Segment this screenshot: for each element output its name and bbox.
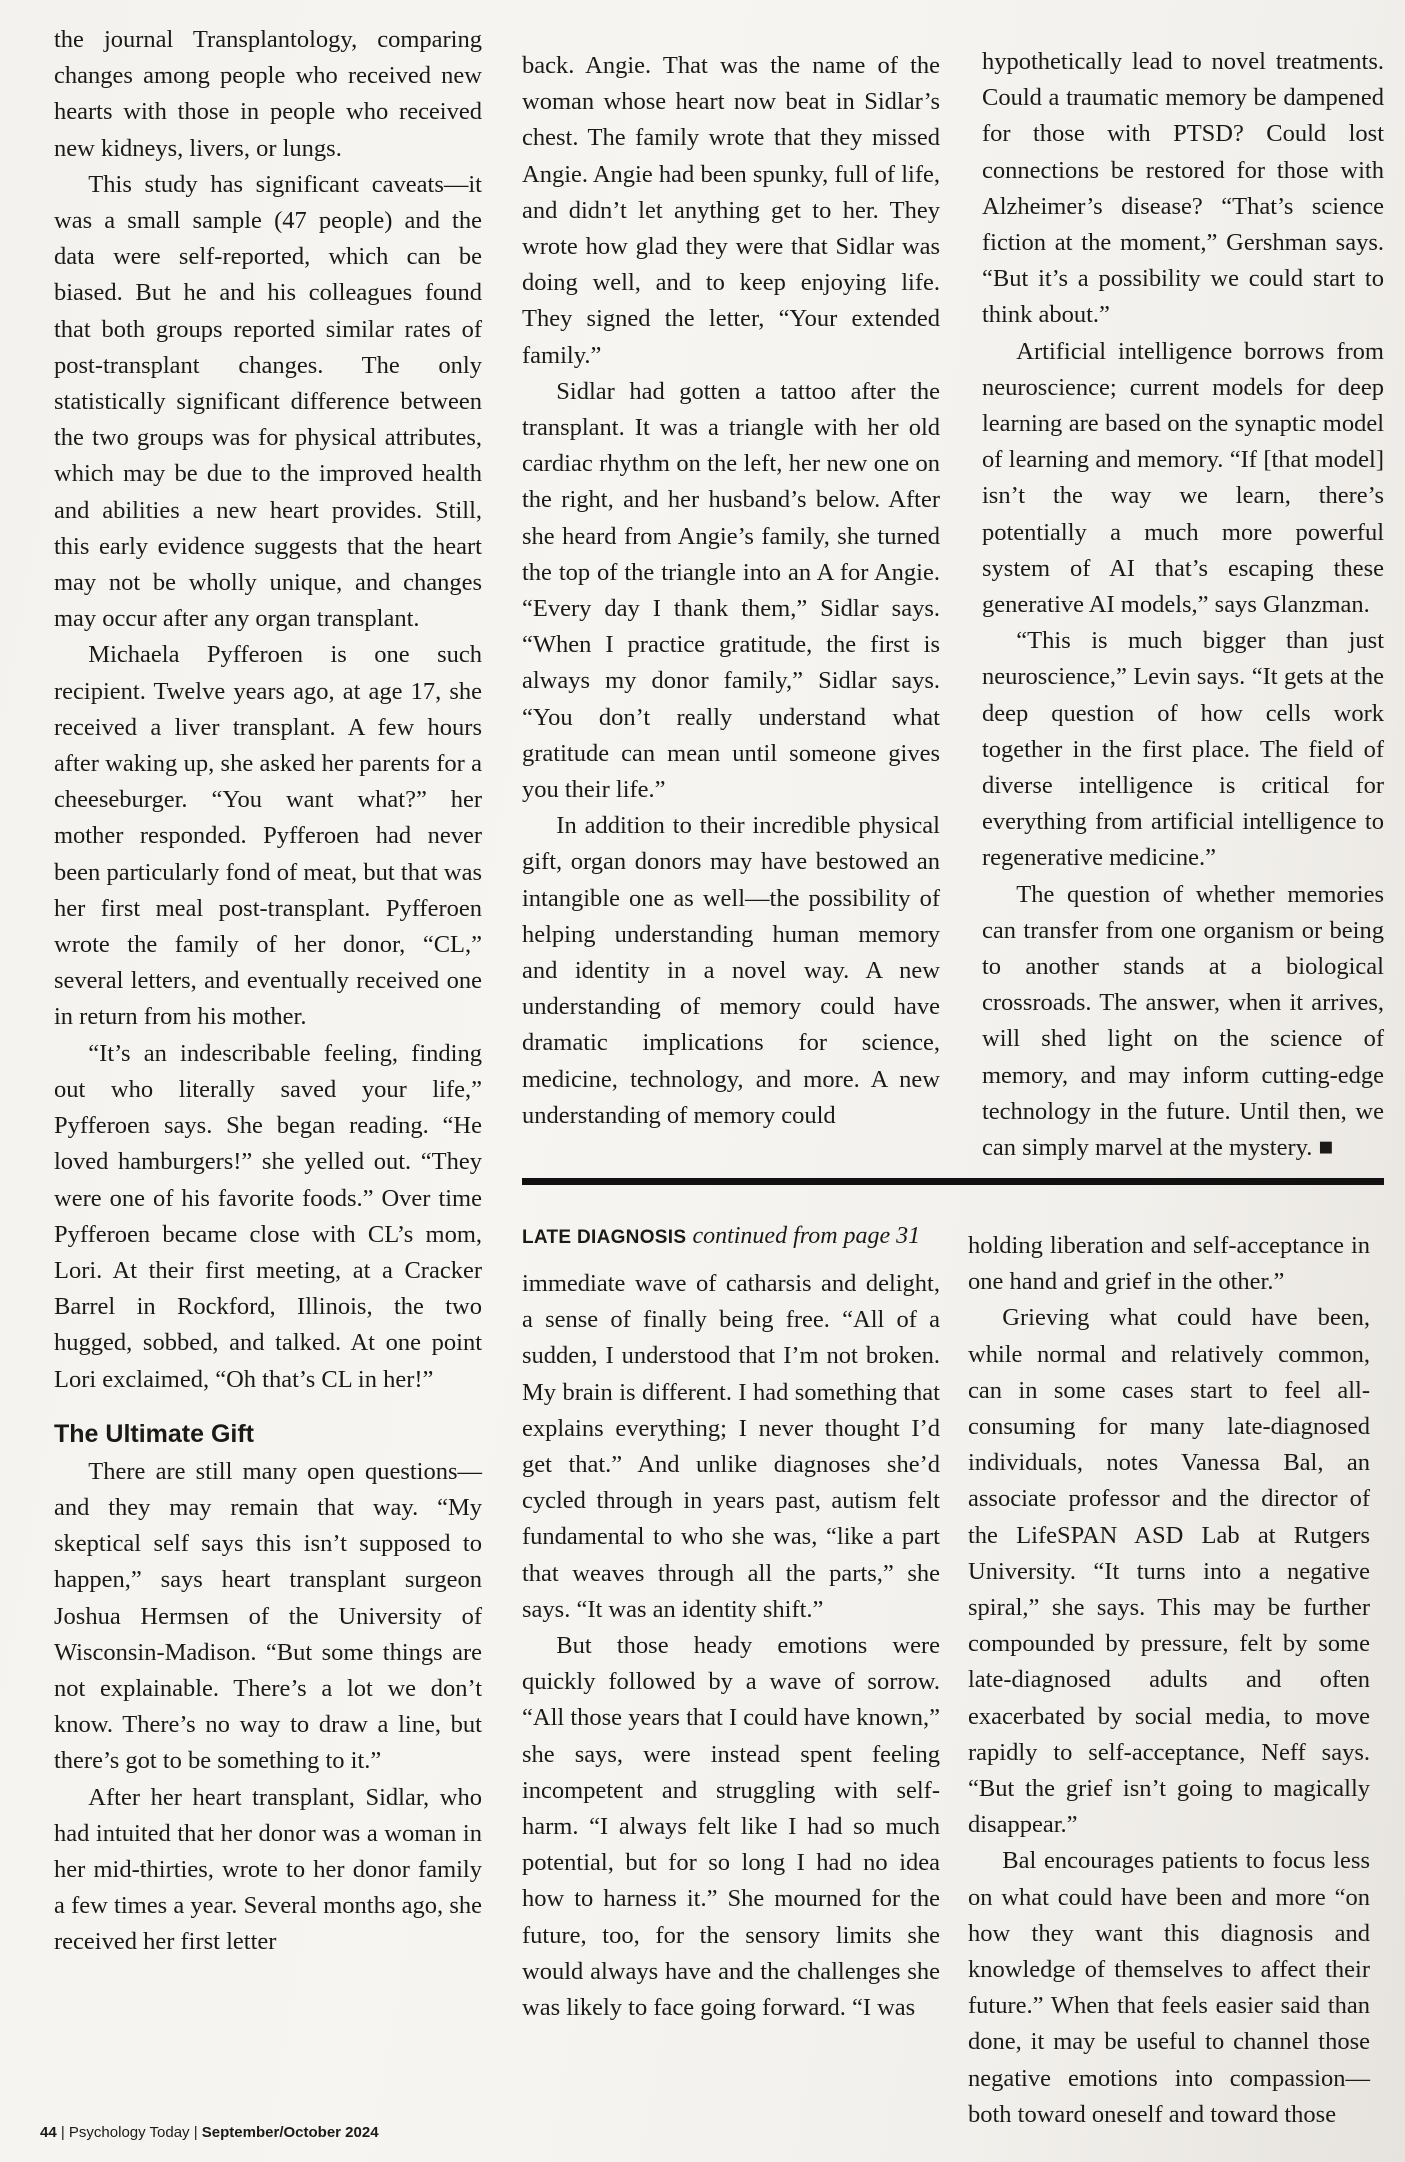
footer-separator: | (56, 2124, 69, 2141)
article-paragraph: But those heady emotions were quickly followed by a wave of sorrow. “All those years that I could have known,” she says, were instead spent feeling incompetent and struggling with self-harm. “I always felt like I had so much potential, but for so long I had no idea how to harness it.” She mourned for the future, too, for the sensory limits she would always have and the challenges she was likely to face going forward. “I was (522, 1632, 940, 2022)
issue-date: September/October 2024 (201, 2124, 379, 2141)
late-diagnosis-column-1 (522, 1218, 940, 2026)
article-paragraph: hypothetically lead to novel treatments. Could a traumatic memory be dampened for those with PTSD? Could lost connections be restored for those with Alzheimer’s disease? “That’s science fiction at the moment,” Gershman says. “But it’s a possibility we could start to think about.” (982, 48, 1384, 329)
article-paragraph: Artificial intelligence borrows from neuroscience; current models for deep learning are based on the synaptic model of learning and memory. “If [that model] isn’t the way we learn, there’s potentially a much more powerful system of AI that’s escaping these generative AI models,” says Glanzman. (982, 337, 1384, 619)
late-diagnosis-label: LATE DIAGNOSIS (522, 1227, 687, 1248)
section-divider (522, 1178, 1384, 1185)
article-column-2 (522, 48, 940, 1134)
article-column-3 (982, 44, 1384, 1166)
article-paragraph: holding liberation and self-acceptance in one hand and grief in the other.” (968, 1232, 1370, 1296)
article-paragraph: The question of whether memories can transfer from one organism or being to another stands at a biological crossroads. The answer, when it arrives, will shed light on the science of memory, and may inform cutting-edge technology in the future. Until then, we can simply marvel at the mystery. ■ (982, 880, 1384, 1162)
article-paragraph: back. Angie. That was the name of the woman whose heart now beat in Sidlar’s chest. The family wrote that they missed Angie. Angie had been spunky, full of life, and didn’t let anything get to her. They wrote how glad they were that Sidlar was doing well, and to keep enjoying life. They signed the letter, “Your extended family.” (522, 52, 940, 369)
article-paragraph: Grieving what could have been, while normal and relatively common, can in some cases start to feel all-consuming for many late-diagnosed individuals, notes Vanessa Bal, an associate professor and the director of the LifeSPAN ASD Lab at Rutgers University. “It turns into a negative spiral,” she says. This may be further compounded by pressure, felt by some late-diagnosed adults and often exacerbated by social media, to move rapidly to self-acceptance, Neff says. “But the grief isn’t going to magically disappear.” (968, 1304, 1370, 1839)
article-paragraph: Bal encourages patients to focus less on what could have been and more “on how they want this diagnosis and knowledge of themselves to affect their future.” When that feels easier said than done, it may be useful to channel those negative emotions into compassion—both toward oneself and toward those (968, 1847, 1370, 2128)
late-diagnosis-column-2 (968, 1228, 1370, 2133)
continued-header (522, 1218, 940, 1256)
article-paragraph: In addition to their incredible physical gift, organ donors may have bestowed an intangible one as well—the possibility of helping understanding human memory and identity in a novel way. A new understanding of memory could have dramatic implications for science, medicine, technology, and more. A new understanding of memory could (522, 812, 940, 1129)
article-paragraph: There are still many open questions—and they may remain that way. “My skeptical self says this isn’t supposed to happen,” says heart transplant surgeon Joshua Hermsen of the University of Wisconsin-Madison. “But some things are not explainable. There’s a lot we don’t know. There’s no way to draw a line, but there’s got to be something to it.” (54, 1457, 482, 1775)
continued-from-link[interactable]: continued from page 31 (692, 1223, 921, 1249)
magazine-name: Psychology Today (68, 2124, 190, 2141)
article-paragraph: This study has significant caveats—it was a small sample (47 people) and the data were self-reported, which can be biased. But he and his colleagues found that both groups reported similar rates of post-transplant changes. The only statistically significant difference between the two groups was for physical attributes, which may be due to the improved health and abilities a new heart provides. Still, this early evidence suggests that the heart may not be wholly unique, and changes may occur after any organ transplant. (54, 170, 482, 633)
article-paragraph: immediate wave of catharsis and delight, a sense of finally being free. “All of a sudden, I understood that I’m not broken. My brain is different. I had something that explains everything; I never thought I’d get that.” And unlike diagnoses she’d cycled through in years past, autism felt fundamental to who she was, “like a part that weaves through all the parts,” she says. “It was an identity shift.” (522, 1270, 940, 1623)
article-paragraph: “This is much bigger than just neuroscience,” Levin says. “It gets at the deep question of how cells work together in the first place. The field of diverse intelligence is critical for everything from artificial intelligence to regenerative medicine.” (982, 627, 1384, 872)
section-subhead: The Ultimate Gift (54, 1419, 255, 1448)
article-paragraph: Sidlar had gotten a tattoo after the transplant. It was a triangle with her old cardiac rhythm on the left, her new one on the right, and her husband’s below. After she heard from Angie’s family, she turned the top of the triangle into an A for Angie. “Every day I thank them,” Sidlar says. “When I practice gratitude, the first is always my donor family,” Sidlar says. “You don’t really understand what gratitude can mean until someone gives you their life.” (522, 377, 940, 804)
article-paragraph: Michaela Pyfferoen is one such recipient. Twelve years ago, at age 17, she received a liver transplant. A few hours after waking up, she asked her parents for a cheeseburger. “You want what?” her mother responded. Pyfferoen had never been particularly fond of meat, but that was her first meal post-transplant. Pyfferoen wrote the family of her donor, “CL,” several letters, and eventually received one in return from his mother. (54, 641, 482, 1031)
article-paragraph: “It’s an indescribable feeling, finding out who literally saved your life,” Pyfferoen says. She began reading. “He loved hamburgers!” she yelled out. “They were one of his favorite foods.” Over time Pyfferoen became close with CL’s mom, Lori. At their first meeting, at a Cracker Barrel in Rockford, Illinois, the two hugged, sobbed, and talked. At one point Lori exclaimed, “Oh that’s CL in her!” (54, 1039, 482, 1393)
page-footer (40, 2124, 379, 2141)
article-column-1 (54, 22, 482, 1961)
article-paragraph: After her heart transplant, Sidlar, who had intuited that her donor was a woman in her mid-thirties, wrote to her donor family a few times a year. Several months ago, she received her first letter (54, 1783, 482, 1956)
article-paragraph: the journal Transplantology, comparing changes among people who received new hearts with those in people who received new kidneys, livers, or lungs. (54, 26, 482, 162)
footer-separator: | (189, 2124, 202, 2141)
page-number: 44 (40, 2124, 57, 2141)
